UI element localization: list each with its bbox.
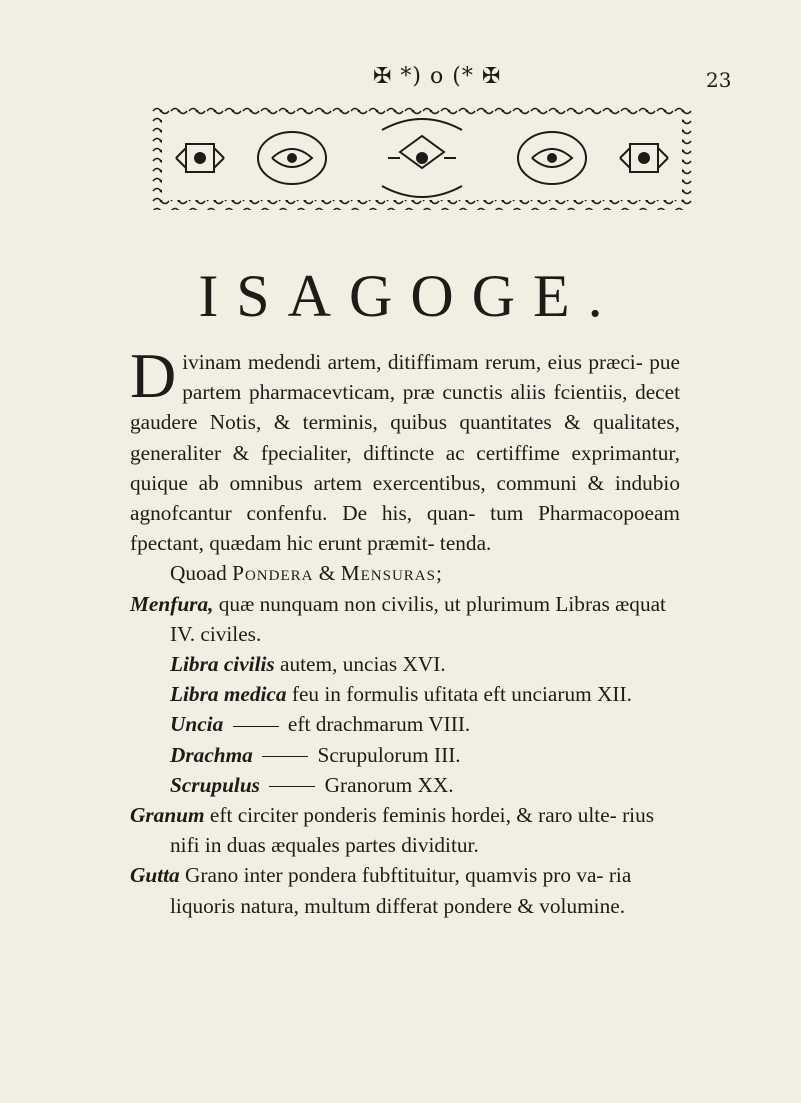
definition-term: Libra medica xyxy=(170,682,287,707)
definition-libra-civilis xyxy=(130,649,680,679)
definition-libra-medica xyxy=(130,679,680,709)
definition-term: Scrupulus xyxy=(170,772,260,797)
definition-gutta xyxy=(130,860,680,920)
section-title: ISAGOGE. xyxy=(198,263,621,329)
definition-text: feu in formulis ufitata eft unciarum XII. xyxy=(291,682,632,707)
page-number: 23 xyxy=(706,68,732,92)
quoad-pondera: Pondera xyxy=(232,561,314,586)
quoad-heading xyxy=(130,558,680,588)
quoad-mensuras: Mensuras; xyxy=(340,561,443,586)
dash-separator xyxy=(269,786,315,787)
definition-text: eft circiter ponderis feminis hordei, & raro ulte- rius nifi in duas æquales partes dividitur. xyxy=(170,803,655,858)
header-ornament-mark: ✠ *) o (* ✠ xyxy=(373,64,502,89)
definition-term: Menfura, xyxy=(130,591,214,616)
dash-separator xyxy=(262,756,308,757)
quoad-amp: & xyxy=(318,561,336,586)
drop-cap: D xyxy=(130,340,177,411)
definition-term: Libra civilis xyxy=(170,652,275,677)
quoad-pre: Quoad xyxy=(170,561,227,586)
ornamental-headpiece xyxy=(152,106,692,210)
definition-menfura xyxy=(130,589,680,649)
definition-term: Granum xyxy=(130,803,205,828)
definition-term: Gutta xyxy=(130,863,180,888)
definition-text: quæ nunquam non civilis, ut plurimum Libras æquat IV. civiles. xyxy=(170,591,666,646)
definition-drachma xyxy=(130,740,680,770)
definition-term: Uncia xyxy=(170,712,224,737)
intro-paragraph xyxy=(130,340,680,558)
definition-text: Scrupulorum III. xyxy=(317,742,461,767)
definition-text: autem, uncias XVI. xyxy=(280,652,446,677)
running-header xyxy=(0,64,801,94)
definition-text: Granorum XX. xyxy=(324,772,454,797)
body-text xyxy=(130,340,680,921)
definition-granum xyxy=(130,800,680,860)
definition-scrupulus xyxy=(130,770,680,800)
definition-uncia xyxy=(130,709,680,739)
intro-text: ivinam medendi artem, ditiffimam rerum, eius præci- pue partem pharmacevticam, præ cunctis aliis fcientiis, decet gaudere Notis, & terminis, quibus quantitates & qualitates, generaliter & fpecialiter, diftincte ac certiffime exprimantur, quique ab omnibus artem exercentibus, communi & indubio agnofcantur confenfu. De his, quan- tum Pharmacopoeam fpectant, quædam hic erunt præmit- tenda. xyxy=(130,350,680,556)
definition-text: Grano inter pondera fubftituitur, quamvis pro va- ria liquoris natura, multum differat pondere & volumine. xyxy=(170,863,632,918)
definition-term: Drachma xyxy=(170,742,253,767)
definition-text: eft drachmarum VIII. xyxy=(287,712,471,737)
dash-separator xyxy=(233,726,279,727)
